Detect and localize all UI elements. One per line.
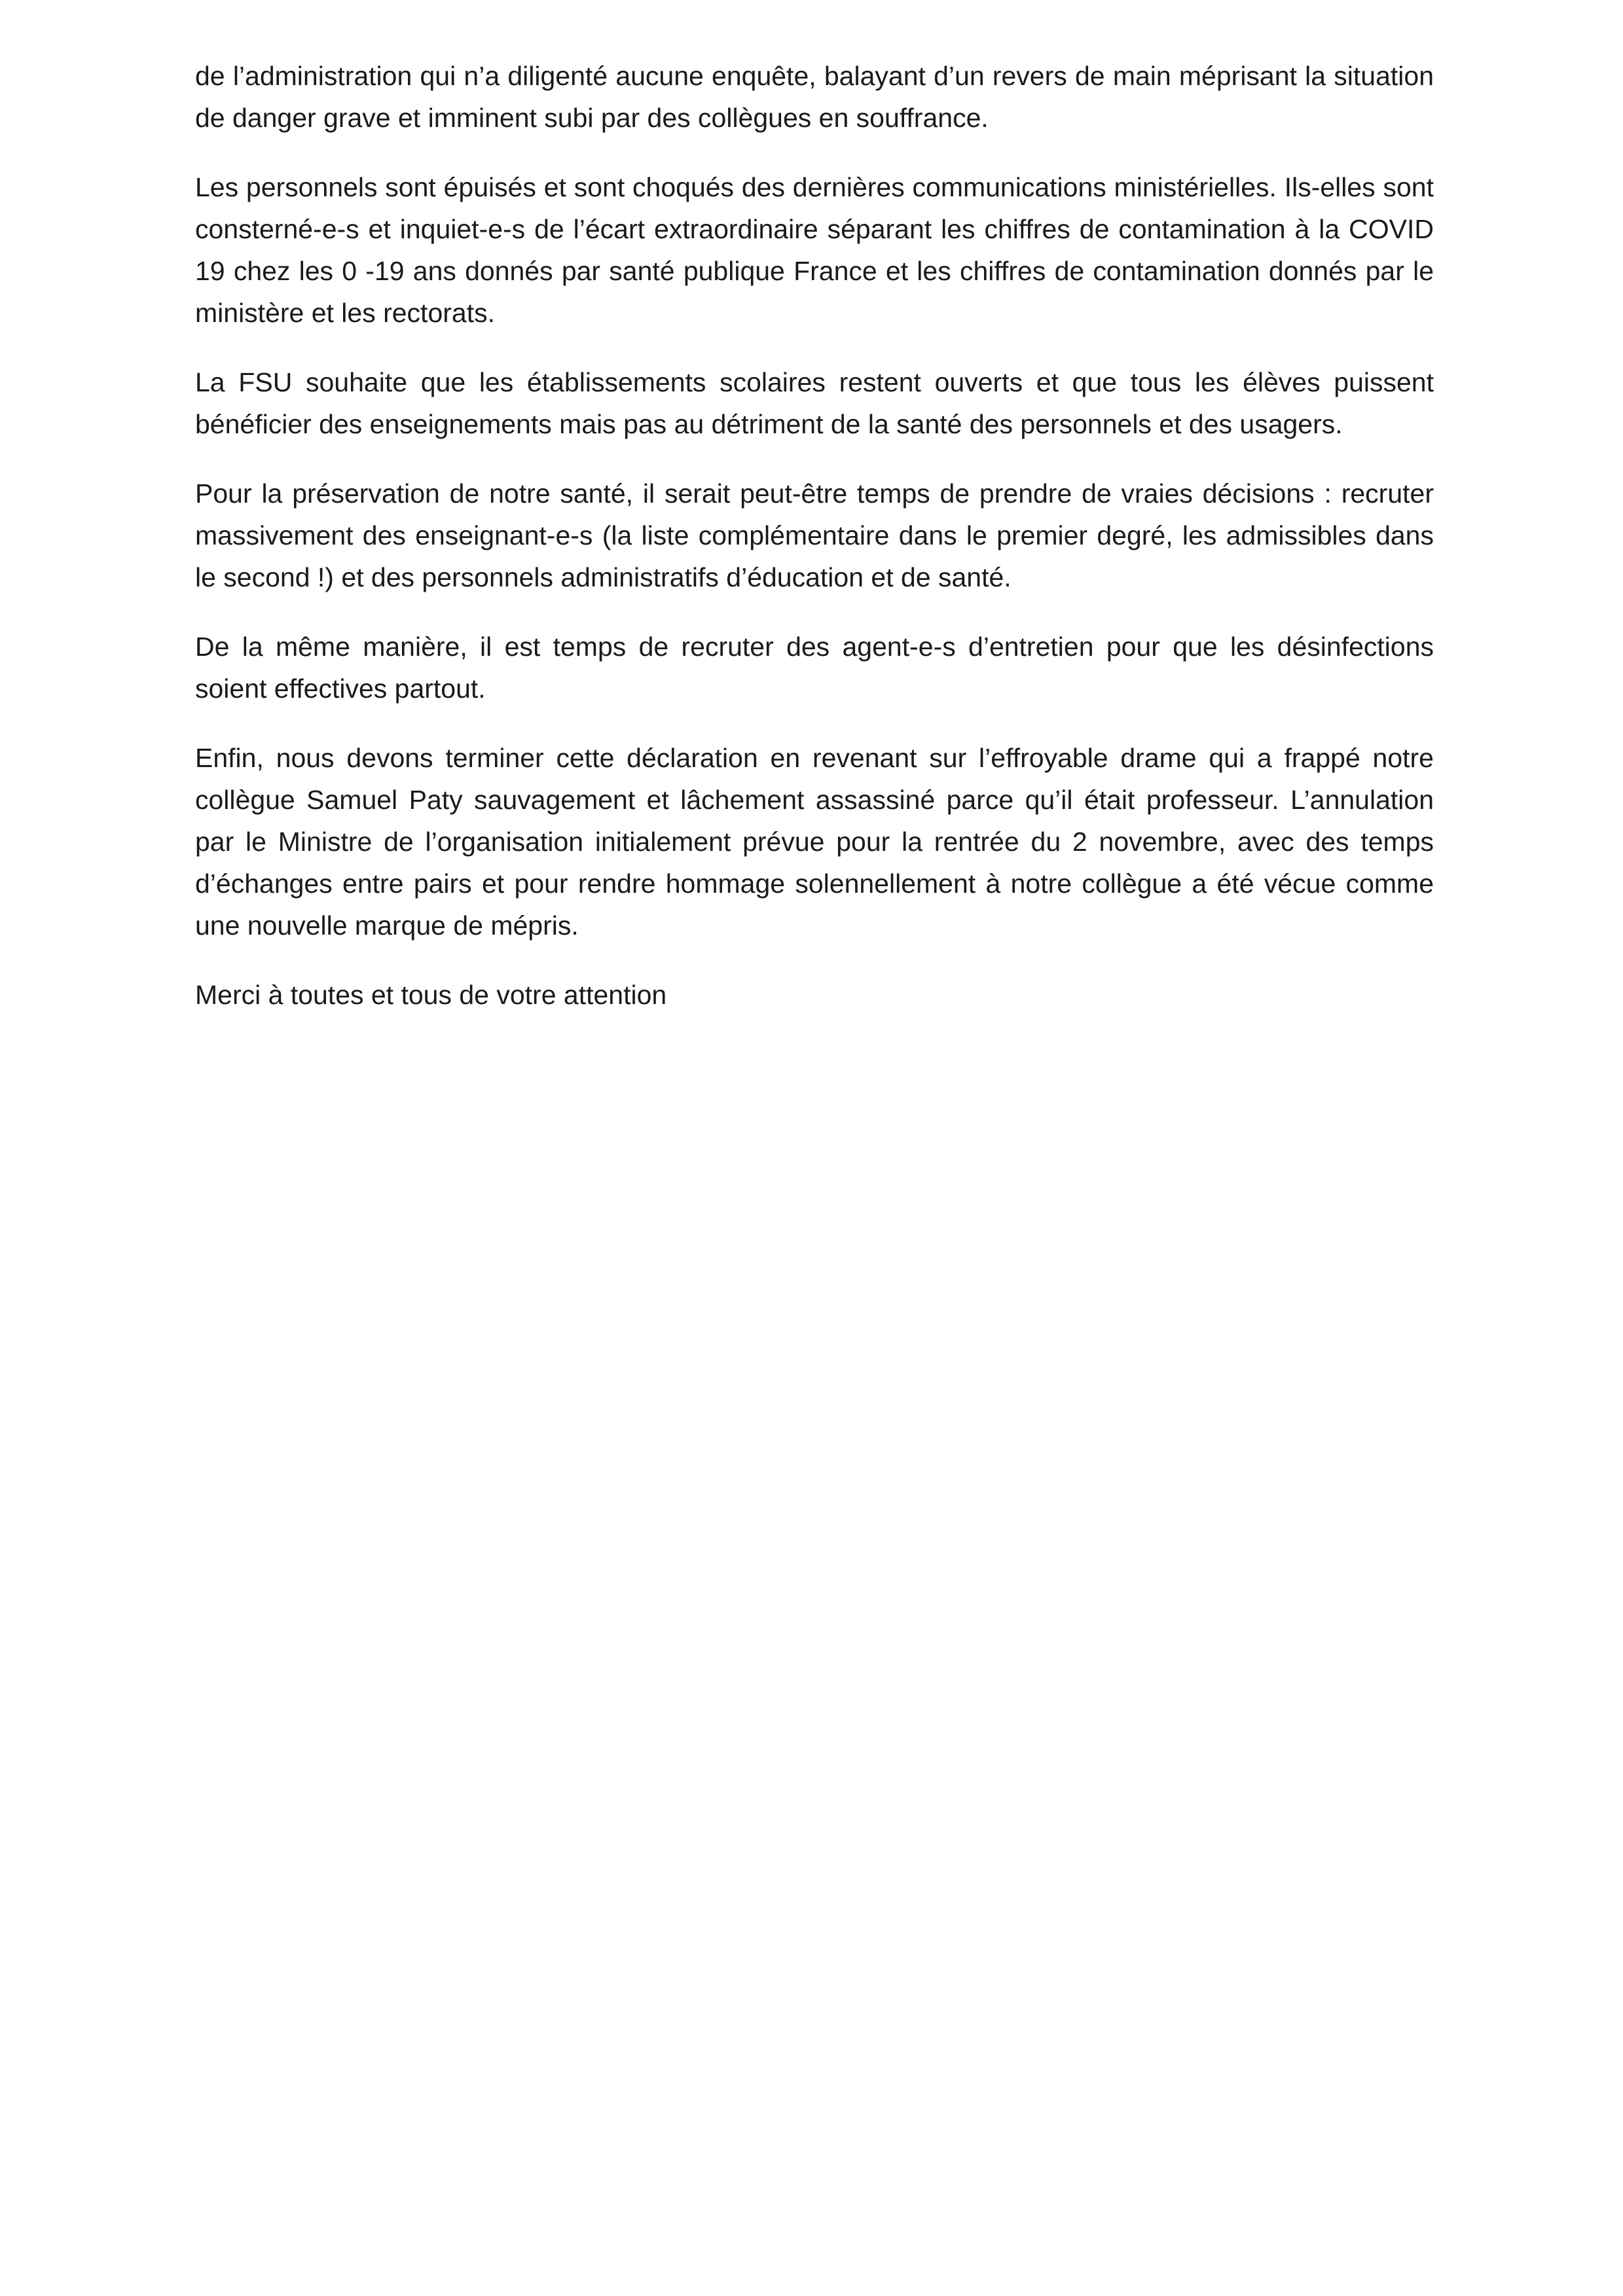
paragraph-samuel-paty: Enfin, nous devons terminer cette déclaration en revenant sur l’effroyable drame qui a frappé notre collègue Samuel Paty sauvagement et lâchement assassiné parce qu’il était professeur. L’annulation par le Ministre de l’organisation initialement prévue pour la rentrée du 2 novembre, avec des temps d’échanges entre pairs et pour rendre hommage solennellement à notre collègue a été vécue comme une nouvelle marque de mépris.	[195, 743, 1434, 941]
paragraph-fsu-souhaite: La FSU souhaite que les établissements scolaires restent ouverts et que tous les élèves puissent bénéficier des enseignements mais pas au détriment de la santé des personnels et des usagers.	[195, 367, 1434, 439]
document-body	[195, 55, 1434, 1016]
paragraph-closing-thanks: Merci à toutes et tous de votre attention	[195, 980, 667, 1010]
paragraph-administration: de l’administration qui n’a diligenté aucune enquête, balayant d’un revers de main méprisant la situation de danger grave et imminent subi par des collègues en souffrance.	[195, 61, 1434, 133]
paragraph-agents-entretien: De la même manière, il est temps de recruter des agent-e-s d’entretien pour que les désinfections soient effectives partout.	[195, 632, 1434, 704]
paragraph-preservation-sante: Pour la préservation de notre santé, il serait peut-être temps de prendre de vraies décisions : recruter massivement des enseignant-e-s (la liste complémentaire dans le premier degré, les admissibles dans le second !) et des personnels administratifs d’éducation et de santé.	[195, 478, 1434, 592]
paragraph-personnels-epuises: Les personnels sont épuisés et sont choqués des dernières communications ministérielles. Ils-elles sont consterné-e-s et inquiet-e-s de l’écart extraordinaire séparant les chiffres de contamination à la COVID 19 chez les 0 -19 ans donnés par santé publique France et les chiffres de contamination donnés par le ministère et les rectorats.	[195, 172, 1434, 328]
